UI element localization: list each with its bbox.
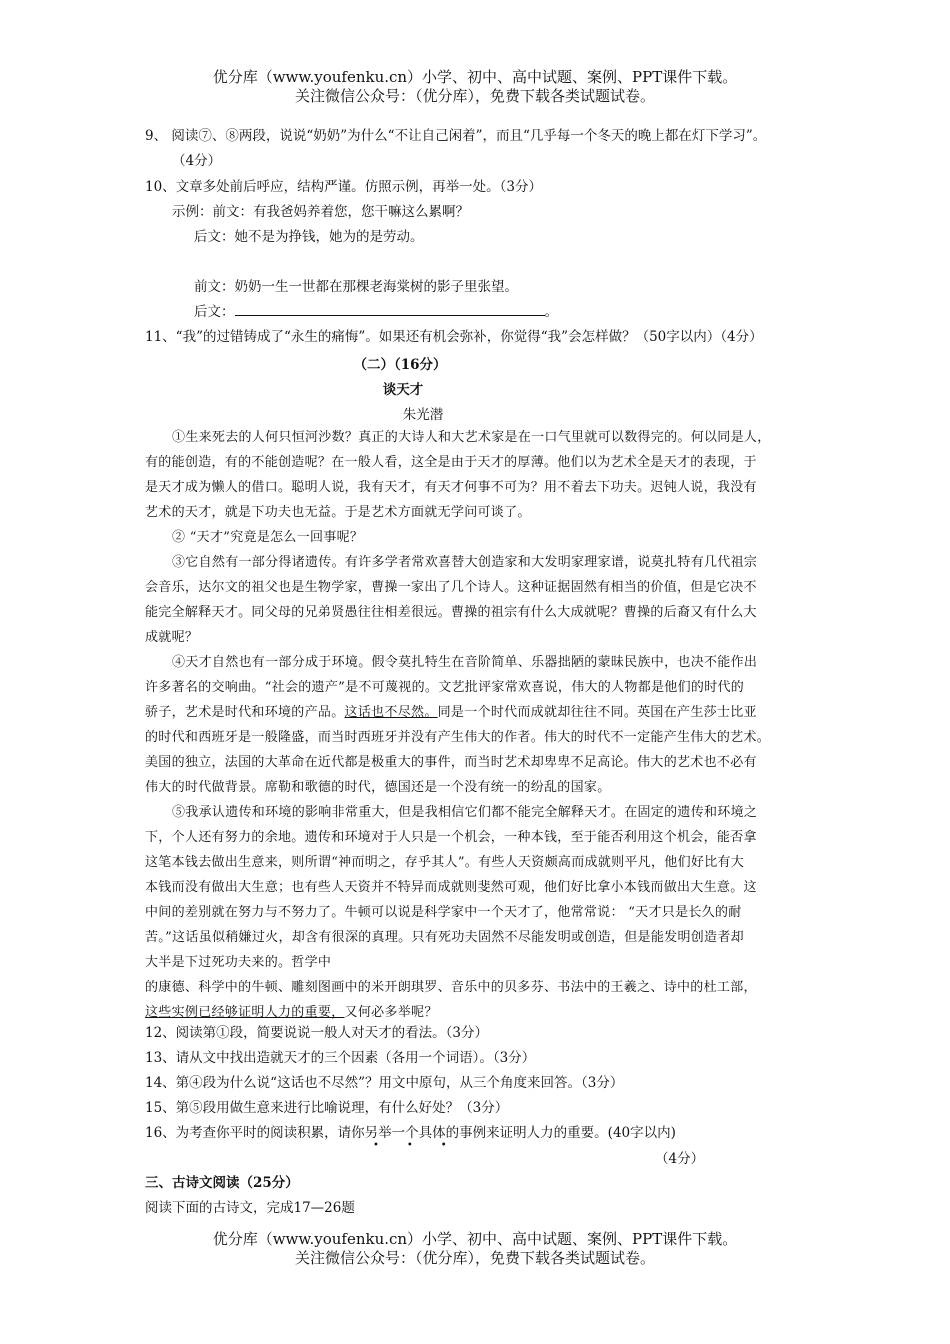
- article-title: 谈天才: [382, 382, 424, 398]
- article-text: 骄子，艺术是时代和环境的产品。: [145, 705, 345, 720]
- article-line: 这笔本钱去做出生意来，则所谓“神而明之，存乎其人”。有些人天资颇高而成就则平凡，他们好比有大: [145, 855, 745, 870]
- answer-label: 后文：: [194, 304, 235, 320]
- question-11: 11、“我”的过错铸成了“永生的痛悔”。如果还有机会弥补，你觉得“我”会怎样做？（50字以内）（4分）: [145, 329, 763, 345]
- section-3-instruction: 阅读下面的古诗文，完成17—26题: [145, 1200, 355, 1216]
- article-line: [145, 1000, 810, 1025]
- article-body: [145, 425, 810, 1025]
- article-line: ①生来死去的人何只恒河沙数？真正的大诗人和大艺术家是在一口气里就可以数得完的。何以同是人，: [172, 430, 771, 445]
- article-line: ⑤我承认遗传和环境的影响非常重大，但是我相信它们都不能完全解释天才。在固定的遗传和环境之: [172, 805, 758, 820]
- article-line: 成就呢？: [145, 630, 199, 645]
- underlined-phrase: 这些实例已经够证明人力的重要，: [145, 1005, 345, 1020]
- article-line: ② “天才”究竟是怎么一回事呢？: [172, 530, 364, 545]
- article-line: 本钱而没有做出大生意；也有些人天资并不特异而成就则斐然可观，他们好比拿小本钱而做出大生意。这: [145, 880, 757, 895]
- article-line: [145, 700, 810, 725]
- article-line: 的时代和西班牙是一般隆盛，而当时西班牙并没有产生伟大的作者。伟大的时代不一定能产生伟大的艺术。: [145, 730, 771, 745]
- article-line: 有的能创造，有的不能创造呢？在一般人看，这全是由于天才的厚薄。他们以为艺术全是天才的表现，于: [145, 455, 757, 470]
- question-10-prompt: 前文：奶奶一生一世都在那棵老海棠树的影子里张望。: [194, 279, 518, 295]
- article-text: 同是一个时代而成就却往往不同。英国在产生莎士比亚: [437, 705, 757, 720]
- question-10-example-2: 后文：她不是为挣钱，她为的是劳动。: [194, 229, 424, 245]
- section-3-heading: 三、古诗文阅读（25分）: [145, 1175, 299, 1191]
- article-line: 会音乐，达尔文的祖父也是生物学家，曹操一家出了几个诗人。这种证据固然有相当的价值，但是它决不: [145, 580, 757, 595]
- page-header-line2: 关注微信公众号：（优分库），免费下载各类试题试卷。: [294, 87, 655, 105]
- question-10-example-1: 示例：前文：有我爸妈养着您，您干嘛这么累啊？: [172, 204, 469, 220]
- question-9: 9、 阅读⑦、⑧两段，说说“奶奶”为什么“不让自己闲着”，而且“几乎每一个冬天的晚上都在灯下学习”。: [145, 128, 767, 144]
- article-line: 下，个人还有努力的余地。遗传和环境对于人只是一个机会，一种本钱，至于能否利用这个机会，能否拿: [145, 830, 757, 845]
- article-line: 中间的差别就在努力与不努力了。牛顿可以说是科学家中一个天才了，他常常说： “天才只是长久的耐: [145, 905, 742, 920]
- article-text: 又何必多举呢？: [344, 1005, 438, 1020]
- article-line: 伟大的时代做背景。席勒和歌德的时代，德国还是一个没有统一的纷乱的国家。: [145, 780, 611, 795]
- section-2-heading: （二）（16分）: [353, 357, 447, 373]
- page-footer-line1: 优分库（www.youfenku.cn）小学、初中、高中试题、案例、PPT课件下载。: [212, 1230, 738, 1248]
- emphasis-dots: •••: [373, 1140, 475, 1151]
- article-line: 美国的独立，法国的大革命在近代都是极重大的事件，而当时艺术却卑卑不足高论。伟大的艺术也不必有: [145, 755, 757, 770]
- question-15: 15、第⑤段用做生意来进行比喻说理，有什么好处？（3分）: [145, 1100, 509, 1116]
- question-14: 14、第④段为什么说“这话也不尽然”？用文中原句，从三个角度来回答。（3分）: [145, 1075, 624, 1091]
- article-line: 是天才成为懒人的借口。聪明人说，我有天才，有天才何事不可为？用不着去下功夫。迟钝人说，我没有: [145, 480, 757, 495]
- question-9-score: （4分）: [172, 153, 222, 169]
- answer-blank[interactable]: [235, 302, 545, 316]
- article-author: 朱光潜: [402, 407, 444, 423]
- underlined-phrase: 这话也不尽然。: [344, 705, 438, 720]
- page-footer-line2: 关注微信公众号：（优分库），免费下载各类试题试卷。: [294, 1249, 655, 1267]
- answer-end: 。: [544, 304, 558, 320]
- article-line: 艺术的天才，就是下功夫也无益。于是艺术方面就无学问可谈了。: [145, 505, 531, 520]
- question-10-answer-line: [194, 302, 558, 321]
- question-16-score: （4分）: [655, 1151, 705, 1167]
- article-line: 苦。”这话虽似稍嫌过火，却含有很深的真理。只有死功夫固然不尽能发明或创造，但是能发明创造者却: [145, 930, 744, 945]
- article-line: 的康德、科学中的牛顿、雕刻图画中的米开朗琪罗、音乐中的贝多芬、书法中的王羲之、诗中的杜工部，: [145, 980, 757, 995]
- question-12: 12、阅读第①段，简要说说一般人对天才的看法。（3分）: [145, 1025, 489, 1041]
- article-line: ③它自然有一部分得诸遗传。有许多学者常欢喜替大创造家和大发明家理家谱，说莫扎特有几代祖宗: [172, 555, 758, 570]
- page-header-line1: 优分库（www.youfenku.cn）小学、初中、高中试题、案例、PPT课件下载。: [212, 68, 738, 86]
- article-line: 许多著名的交响曲。“社会的遗产”是不可蔑视的。文艺批评家常欢喜说，伟大的人物都是他们的时代的: [145, 680, 745, 695]
- article-line: ④天才自然也有一部分成于环境。假令莫扎特生在音阶简单、乐器拙陋的蒙昧民族中，也决不能作出: [172, 655, 758, 670]
- question-10: 10、文章多处前后呼应，结构严谨。仿照示例，再举一处。（3分）: [145, 179, 543, 195]
- question-13: 13、请从文中找出造就天才的三个因素（各用一个词语）。（3分）: [145, 1050, 536, 1066]
- question-16: 16、为考查你平时的阅读积累，请你另举一个具体的事例来证明人力的重要。(40字以内): [145, 1125, 676, 1141]
- article-line: 能完全解释天才。同父母的兄弟贤愚往往相差很远。曹操的祖宗有什么大成就呢？曹操的后裔又有什么大: [145, 605, 757, 620]
- article-line: 大半是下过死功夫来的。哲学中: [145, 955, 332, 970]
